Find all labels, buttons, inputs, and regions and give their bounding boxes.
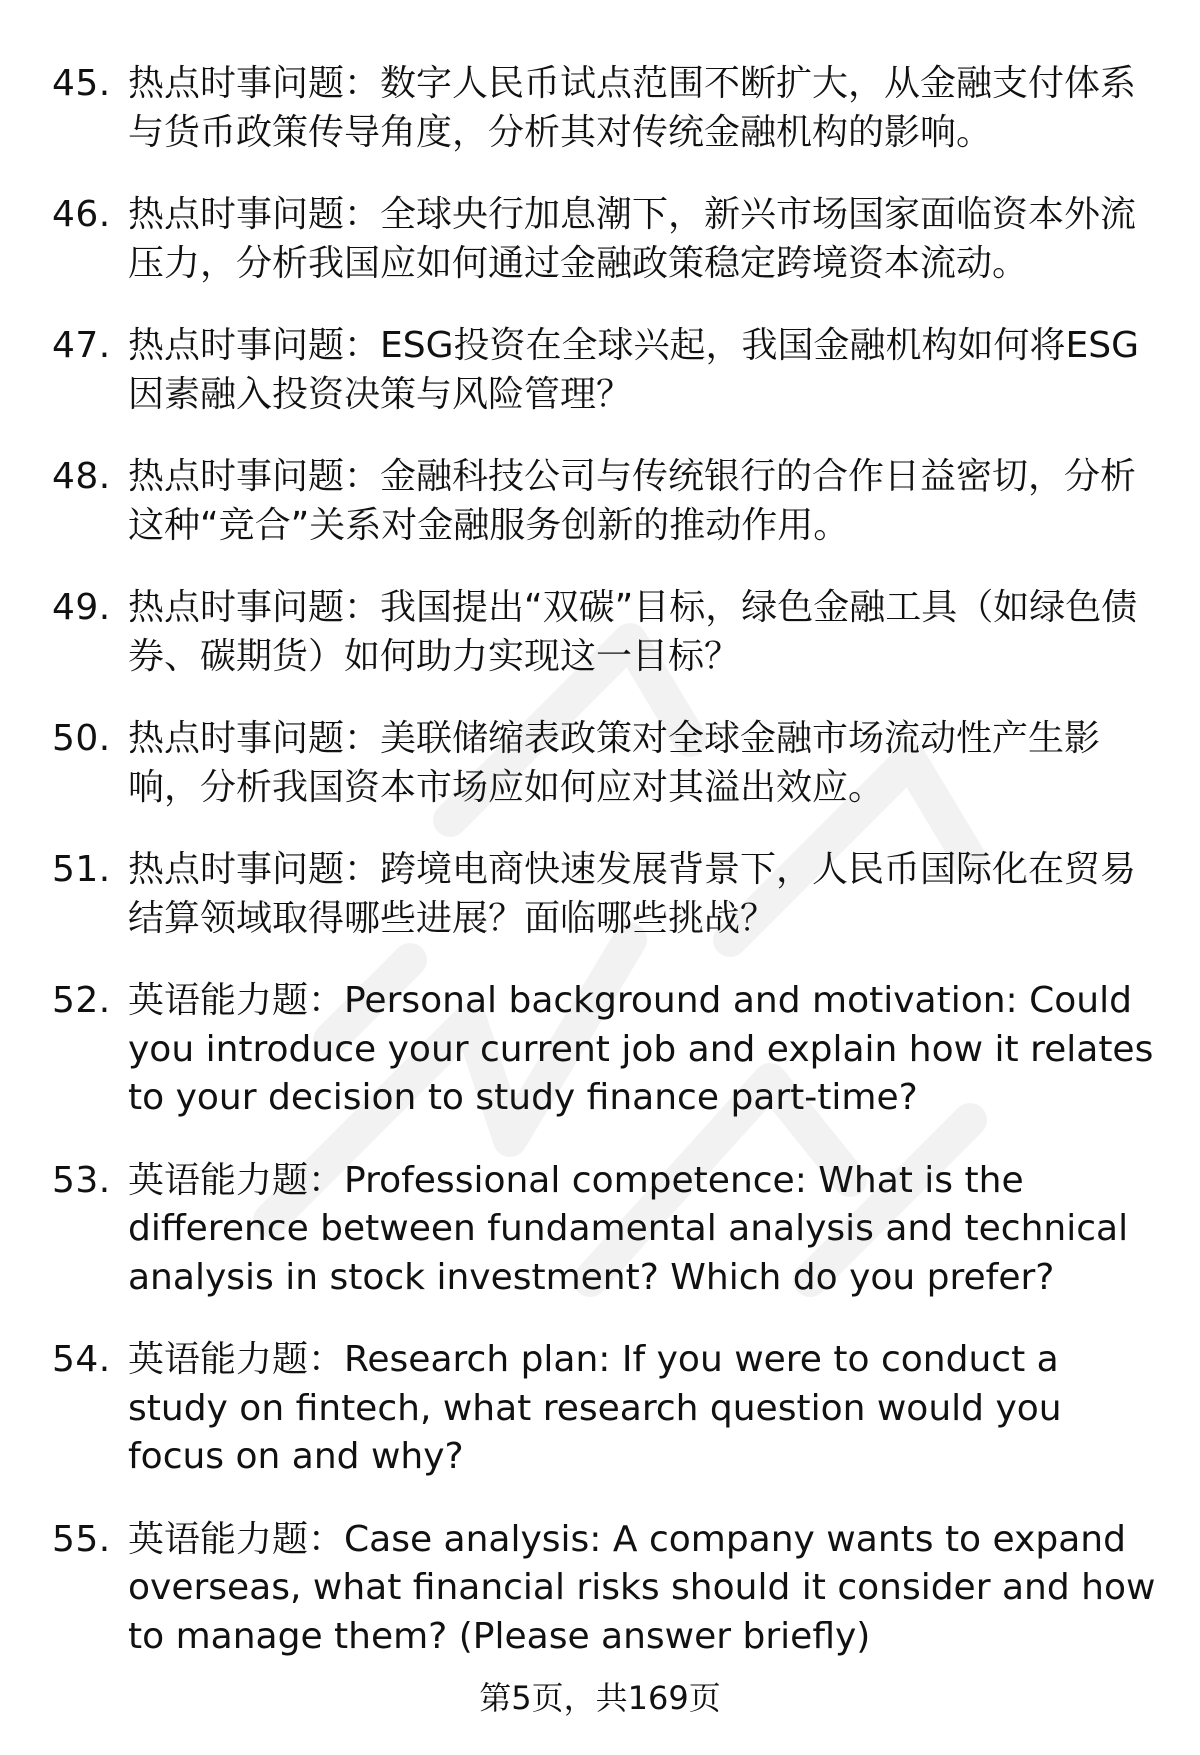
question-text: 热点时事问题：我国提出“双碳”目标，绿色金融工具（如绿色债券、碳期货）如何助力实现这一目标？ (128, 587, 1138, 677)
question-number: 51. (52, 849, 111, 890)
question-text: 热点时事问题：跨境电商快速发展背景下，人民币国际化在贸易结算领域取得哪些进展？面临哪些挑战？ (128, 849, 1137, 939)
question-number: 52. (52, 980, 111, 1021)
question-item-48 (52, 453, 1162, 550)
question-item-50 (52, 715, 1162, 812)
question-item-52 (52, 977, 1162, 1123)
page-footer (0, 1678, 1200, 1718)
question-number: 48. (52, 456, 111, 497)
page-number-label: 第5页，共169页 (479, 1679, 721, 1717)
question-number: 47. (52, 325, 111, 366)
question-text: 热点时事问题：全球央行加息潮下，新兴市场国家面临资本外流压力，分析我国应如何通过金融政策稳定跨境资本流动。 (128, 194, 1137, 284)
question-text: 英语能力题：Professional competence: What is the difference between fundamental analysis and technical analysis in stock investment? Which do you prefer? (128, 1159, 1129, 1298)
question-text: 英语能力题：Personal background and motivation: Could you introduce your current job and explain how it relates to your decision to study finance part-time? (128, 980, 1154, 1118)
question-item-53 (52, 1157, 1162, 1303)
question-number: 54. (52, 1339, 111, 1380)
question-text: 热点时事问题：美联储缩表政策对全球金融市场流动性产生影响，分析我国资本市场应如何应对其溢出效应。 (128, 718, 1101, 808)
question-number: 46. (52, 194, 111, 235)
question-list (52, 60, 1162, 1695)
question-number: 55. (52, 1518, 111, 1560)
question-text: 英语能力题：Case analysis: A company wants to expand overseas, what financial risks should it consider and how to manage them? (Please answer briefly) (128, 1518, 1156, 1657)
question-item-49 (52, 584, 1162, 681)
question-text: 热点时事问题：金融科技公司与传统银行的合作日益密切，分析这种“竞合”关系对金融服务创新的推动作用。 (128, 456, 1137, 546)
question-number: 45. (52, 63, 111, 104)
question-text: 英语能力题：Research plan: If you were to conduct a study on fintech, what research question would you focus on and why? (128, 1339, 1062, 1477)
question-item-54 (52, 1336, 1162, 1482)
question-text: 热点时事问题：数字人民币试点范围不断扩大，从金融支付体系与货币政策传导角度，分析其对传统金融机构的影响。 (128, 63, 1137, 153)
question-item-47 (52, 322, 1162, 419)
question-item-55 (52, 1516, 1162, 1662)
question-number: 53. (52, 1159, 111, 1201)
question-number: 49. (52, 587, 111, 628)
question-item-45 (52, 60, 1162, 157)
question-item-46 (52, 191, 1162, 288)
question-text: 热点时事问题：ESG投资在全球兴起，我国金融机构如何将ESG因素融入投资决策与风险管理？ (128, 325, 1139, 415)
question-item-51 (52, 846, 1162, 943)
question-number: 50. (52, 718, 111, 759)
